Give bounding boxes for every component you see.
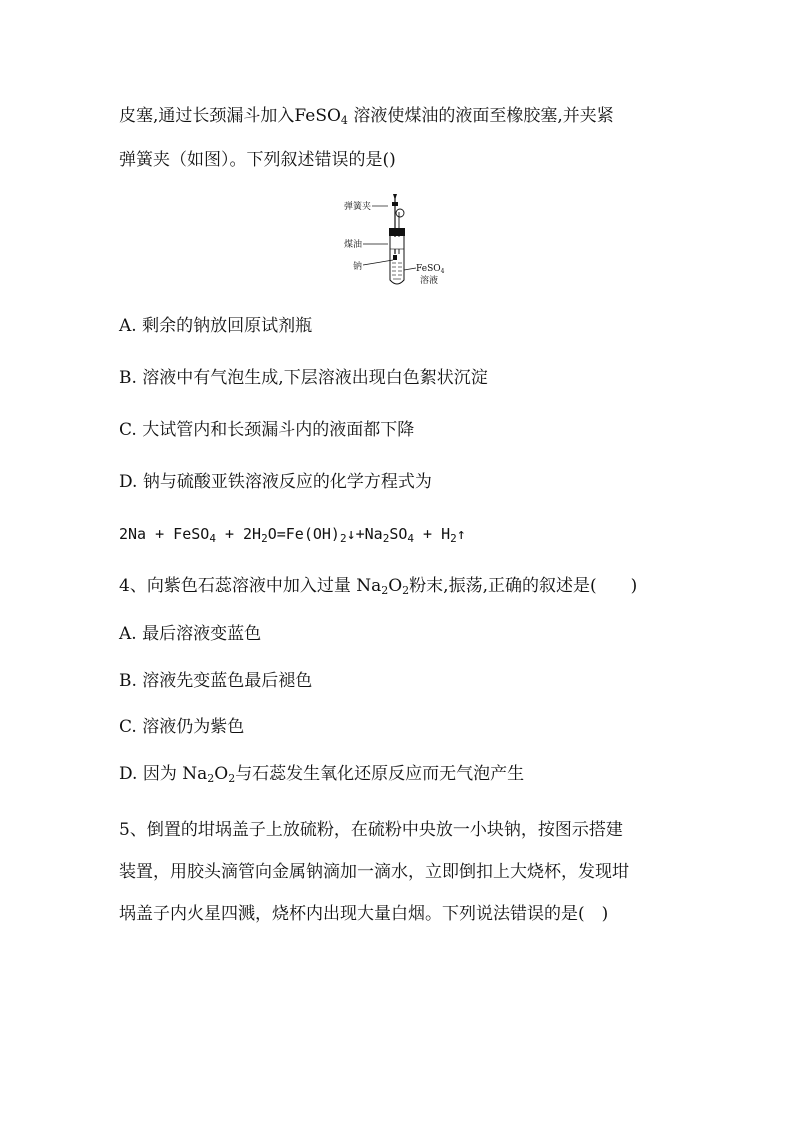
- chemical-equation: 2Na + FeSO$_4$ + $2H_2O=Fe(OH)_2↓+Na_2SO_4$ + $H_2↑$: [119, 525, 466, 545]
- q4-option-a: A. 最后溶液变蓝色: [119, 624, 262, 644]
- kerosene-layer: [391, 237, 403, 249]
- q4-stem: 4、向紫色石蕊溶液中加入过量 $Na_2O_2$粉末,振荡,正确的叙述是( ): [119, 576, 638, 597]
- leader-line: [404, 268, 416, 270]
- q4-option-c: C. 溶液仍为紫色: [119, 717, 245, 737]
- q4-option-d: D. 因为 $Na_2O_2$与石蕊发生氧化还原反应而无气泡产生: [119, 764, 525, 785]
- solution-hatching: [392, 263, 402, 279]
- q3-stem-line-2: 弹簧夹（如图）。下列叙述错误的是(): [119, 150, 396, 170]
- label-kerosene: 煤油: [344, 240, 363, 250]
- leader-line: [363, 260, 393, 265]
- clip-top: [393, 194, 397, 200]
- q4-option-b: B. 溶液先变蓝色最后褪色: [119, 671, 313, 691]
- label-sodium: 钠: [353, 262, 363, 272]
- q3-option-c: C. 大试管内和长颈漏斗内的液面都下降: [119, 420, 415, 440]
- sodium-piece: [393, 255, 397, 260]
- q5-stem-line-1: 5、倒置的坩埚盖子上放硫粉，在硫粉中央放一小块钠，按图示搭建: [119, 820, 623, 840]
- q3-option-a: A. 剩余的钠放回原试剂瓶: [119, 316, 313, 336]
- q3-stem-line-1: [119, 105, 614, 132]
- q3-stem-text: 溶液使煤油的液面至橡胶塞,并夹紧: [347, 106, 614, 126]
- label-feso4: FeSO$_4$: [416, 264, 445, 275]
- q3-stem-text: 皮塞,通过长颈漏斗加入FeSO: [119, 106, 341, 126]
- test-tube-apparatus-figure: [340, 190, 450, 290]
- rubber-stopper: [389, 228, 405, 236]
- funnel-bulb: [396, 209, 404, 217]
- q5-stem-line-2: 装置，用胶头滴管向金属钠滴加一滴水，立即倒扣上大烧杯，发现坩: [119, 862, 629, 882]
- label-spring-clip: 弹簧夹: [344, 202, 372, 212]
- q5-stem-line-3: 埚盖子内火星四溅，烧杯内出现大量白烟。下列说法错误的是( ): [119, 904, 609, 924]
- q3-option-d: D. 钠与硫酸亚铁溶液反应的化学方程式为: [119, 472, 432, 492]
- spring-clip-icon: [392, 202, 398, 206]
- q3-option-b: B. 溶液中有气泡生成,下层溶液出现白色絮状沉淀: [119, 368, 488, 388]
- subscript: 4: [340, 114, 348, 127]
- label-solution: 溶液: [420, 276, 439, 286]
